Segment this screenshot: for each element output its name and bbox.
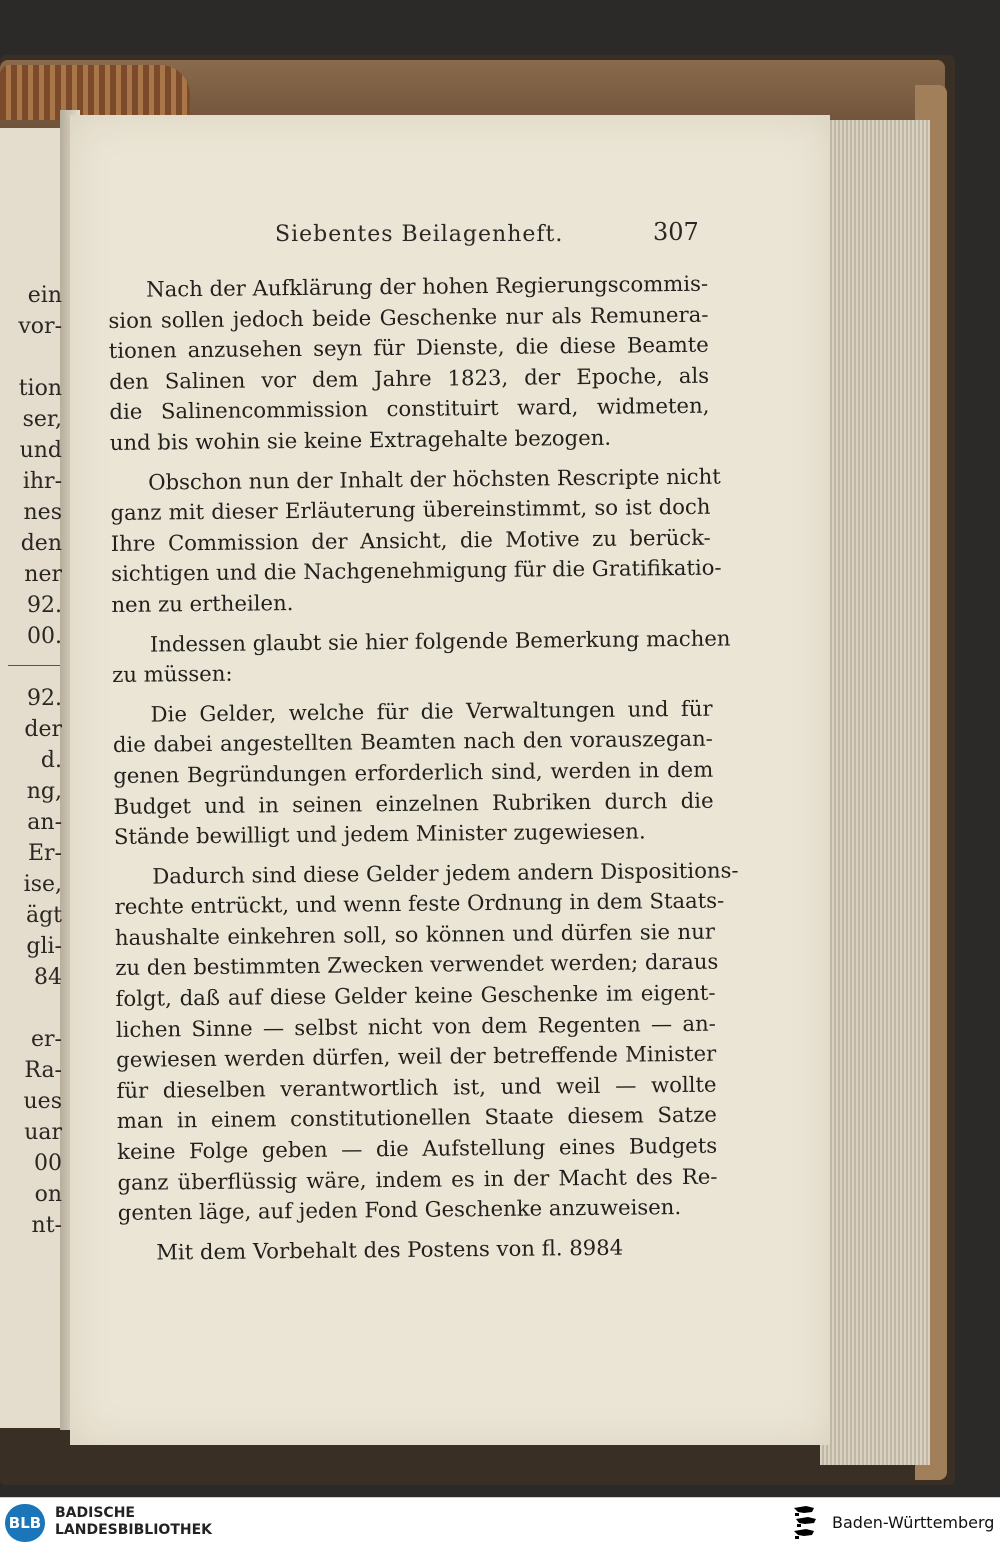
text-line: gewiesen werden dürfen, weil der betreffende Minister xyxy=(116,1040,717,1073)
left-margin-fragment xyxy=(0,345,62,376)
left-margin-fragment: nes xyxy=(23,500,62,525)
paragraph xyxy=(108,269,710,459)
baden-wuerttemberg-lions-icon xyxy=(792,1504,820,1542)
text-line: Die Gelder, welche für die Verwaltungen und für xyxy=(150,695,713,727)
body-text xyxy=(108,269,739,1269)
text-line: rechte entrückt, und wenn feste Ordnung in dem Staats- xyxy=(114,887,725,920)
text-line: für dieselben verantwortlich ist, und weil — wollte xyxy=(116,1071,717,1103)
left-margin-fragment: er- xyxy=(31,1027,62,1052)
text-line: zu müssen: xyxy=(112,660,233,688)
text-line: zu den bestimmten Zwecken verwendet werden; daraus xyxy=(115,949,719,981)
bw-name[interactable]: Baden-Württemberg xyxy=(832,1513,995,1532)
left-margin-fragment: ues xyxy=(23,1089,62,1114)
left-margin-fragment: on xyxy=(34,1182,62,1207)
text-line: die dabei angestellten Beamten nach den vorauszegan- xyxy=(112,726,714,758)
text-line: nen zu ertheilen. xyxy=(111,590,294,617)
left-margin-fragment: ser, xyxy=(22,407,62,432)
text-line: sichtigen und die Nachgenehmigung für die Gratifikatio- xyxy=(110,554,722,587)
left-margin-fragment: Ra- xyxy=(24,1058,62,1083)
text-line: lichen Sinne — selbst nicht von dem Regenten — an- xyxy=(115,1010,716,1042)
text-line: sion sollen jedoch beide Geschenke nur als Remunera- xyxy=(108,301,709,333)
text-line: Dadurch sind diese Gelder jedem andern Dispositions- xyxy=(152,857,739,889)
left-margin-fragment: ihr- xyxy=(22,469,62,494)
text-line: Stände bewilligt und jedem Minister zugewiesen. xyxy=(113,818,646,850)
left-margin-fragment: ise, xyxy=(23,872,62,897)
paragraph xyxy=(110,461,722,620)
paragraph xyxy=(114,855,739,1228)
left-margin-fragment: 84 xyxy=(34,965,62,990)
left-margin-fragment: den xyxy=(20,531,62,556)
left-margin-fragment: nt- xyxy=(31,1213,62,1238)
left-margin-fragment: ng, xyxy=(26,779,62,804)
left-margin-fragment: ner xyxy=(24,562,62,587)
left-margin-fragment xyxy=(0,655,62,686)
page-number: 307 xyxy=(653,218,699,246)
text-line: Ihre Commission der Ansicht, die Motive zu berück- xyxy=(110,524,711,556)
left-margin-fragment: vor- xyxy=(18,314,62,339)
page-header xyxy=(275,214,699,254)
text-line: Obschon nun der Inhalt der höchsten Rescripte nicht xyxy=(148,463,721,495)
paragraph xyxy=(112,693,714,852)
left-margin-fragment: tion xyxy=(18,376,62,401)
text-line: haushalte einkehren soll, so können und dürfen sie nur xyxy=(114,918,716,950)
text-line: tionen anzusehen seyn für Dienste, die diese Beamte xyxy=(108,331,709,364)
text-line: die Salinencommission constituirt ward, widmeten, xyxy=(109,393,710,425)
left-margin-fragment: 92. xyxy=(27,593,62,618)
book-headband xyxy=(0,65,190,120)
footer-bar xyxy=(0,1497,1000,1547)
running-title: Siebentes Beilagenheft. xyxy=(275,222,564,247)
text-line: genen Begründungen erforderlich sind, werden in dem xyxy=(113,756,714,788)
text-line: Mit dem Vorbehalt des Postens von fl. 8984 xyxy=(156,1234,624,1265)
blb-name-line1: BADISCHE xyxy=(55,1505,135,1521)
left-margin-fragment: 92. xyxy=(27,686,62,711)
text-line: ganz überflüssig wäre, indem es in der Macht des Re- xyxy=(117,1163,718,1195)
blb-logo-icon[interactable]: BLB xyxy=(5,1504,45,1542)
left-margin-fragment: gli- xyxy=(26,934,62,959)
text-line: Budget und in seinen einzelnen Rubriken durch die xyxy=(113,787,714,819)
blb-name[interactable] xyxy=(55,1505,212,1539)
left-margin-fragment: und xyxy=(19,438,62,463)
text-line: folgt, daß auf diese Gelder keine Geschenke im eigent- xyxy=(115,979,716,1012)
text-line: Indessen glaubt sie hier folgende Bemerkung machen xyxy=(149,625,731,657)
left-margin-fragment: ein xyxy=(27,283,62,308)
left-margin-fragment: 00 xyxy=(34,1151,62,1176)
text-line: den Salinen vor dem Jahre 1823, der Epoche, als xyxy=(108,362,710,394)
left-margin-fragment xyxy=(0,996,62,1027)
left-page-margin-text xyxy=(0,283,62,1244)
text-line: Nach der Aufklärung der hohen Regierungscommis- xyxy=(146,270,709,302)
left-margin-fragment: an- xyxy=(27,810,62,835)
left-margin-fragment: Er- xyxy=(27,841,62,866)
left-margin-fragment: uar xyxy=(24,1120,62,1145)
page-edges xyxy=(820,120,930,1465)
blb-name-line2: LANDESBIBLIOTHEK xyxy=(55,1522,213,1538)
text-line: man in einem constitutionellen Staate diesem Satze xyxy=(116,1102,717,1134)
text-line: und bis wohin sie keine Extragehalte bezogen. xyxy=(109,424,612,455)
text-line: keine Folge geben — die Aufstellung eines Budgets xyxy=(117,1132,718,1164)
paragraph xyxy=(118,1231,718,1268)
text-line: genten läge, auf jeden Fond Geschenke anzuweisen. xyxy=(117,1194,682,1226)
left-page-rule xyxy=(8,665,60,666)
text-line: ganz mit dieser Erläuterung übereinstimmt, so ist doch xyxy=(110,493,711,526)
paragraph xyxy=(112,623,731,690)
left-margin-fragment: der xyxy=(24,717,62,742)
left-margin-fragment: d. xyxy=(40,748,62,773)
left-margin-fragment: ägt xyxy=(25,903,62,928)
left-margin-fragment: 00. xyxy=(27,624,62,649)
